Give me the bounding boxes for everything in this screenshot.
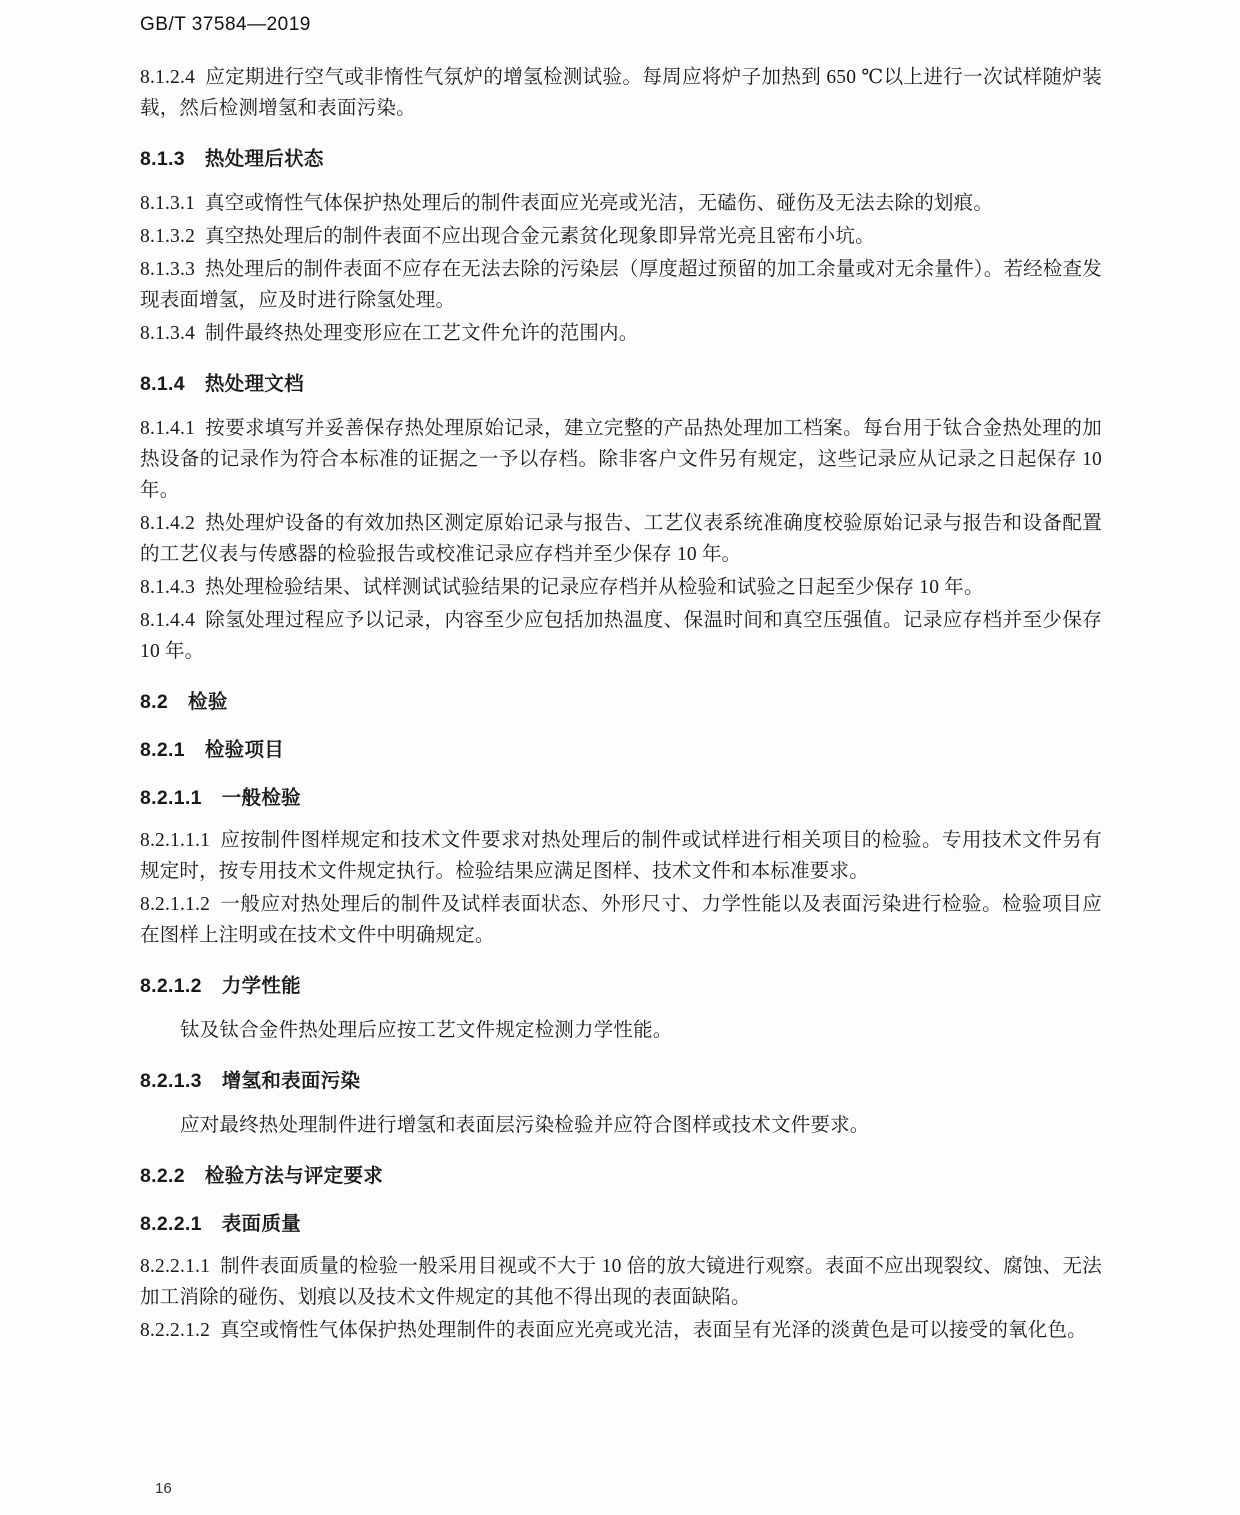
section-heading: [140, 783, 1102, 813]
heading-number: 8.2.1.1: [140, 787, 202, 809]
clause-text: 一般应对热处理后的制件及试样表面状态、外形尺寸、力学性能以及表面污染进行检验。检验项目应在图样上注明或在技术文件中明确规定。: [140, 894, 1102, 946]
clause-number: 8.1.4.1: [140, 418, 196, 439]
clause-number: 8.1.3.4: [140, 323, 196, 344]
section-heading: [140, 735, 1102, 765]
clause-number: 8.1.4.2: [140, 513, 196, 534]
clause-paragraph: [140, 889, 1102, 951]
clause-number: 8.1.4.3: [140, 577, 196, 598]
clause-number: 8.1.2.4: [140, 67, 196, 88]
page-footer: [155, 1480, 172, 1497]
clause-text: 除氢处理过程应予以记录，内容至少应包括加热温度、保温时间和真空压强值。记录应存档并至少保存 10 年。: [140, 610, 1102, 662]
clause-paragraph: [140, 188, 1102, 219]
section-heading: [140, 1161, 1102, 1191]
heading-number: 8.2: [140, 691, 169, 713]
clause-number: 8.1.3.3: [140, 259, 196, 280]
clause-paragraph: [140, 318, 1102, 349]
clause-paragraph: 应对最终热处理制件进行增氢和表面层污染检验并应符合图样或技术文件要求。: [180, 1115, 870, 1136]
heading-number: 8.2.2.1: [140, 1213, 202, 1235]
heading-number: 8.2.1: [140, 739, 185, 761]
section-heading: [140, 144, 1102, 174]
section-heading: [140, 971, 1102, 1001]
heading-text: 力学性能: [221, 975, 301, 997]
heading-text: 表面质量: [221, 1213, 301, 1235]
clause-paragraph: [140, 825, 1102, 887]
clause-paragraph: [140, 605, 1102, 667]
heading-number: 8.2.2: [140, 1165, 185, 1187]
clause-text: 制件最终热处理变形应在工艺文件允许的范围内。: [205, 323, 639, 344]
heading-number: 8.2.1.3: [140, 1070, 202, 1092]
section-heading: [140, 687, 1102, 717]
clause-text: 应定期进行空气或非惰性气氛炉的增氢检测试验。每周应将炉子加热到 650 ℃以上进行一次试样随炉装载，然后检测增氢和表面污染。: [140, 67, 1102, 119]
standard-number: GB/T 37584—2019: [140, 14, 311, 35]
heading-number: 8.1.4: [140, 373, 185, 395]
clause-paragraph: [140, 221, 1102, 252]
clause-paragraph: [140, 572, 1102, 603]
heading-text: 检验: [188, 691, 228, 713]
clause-number: 8.2.1.1.2: [140, 894, 211, 915]
heading-text: 热处理文档: [204, 373, 304, 395]
clause-number: 8.1.3.1: [140, 193, 196, 214]
clause-number: 8.2.1.1.1: [140, 830, 211, 851]
clause-paragraph: [140, 1315, 1102, 1346]
clause-text: 真空热处理后的制件表面不应出现合金元素贫化现象即异常光亮且密布小坑。: [205, 226, 875, 247]
section-heading: [140, 1066, 1102, 1096]
clause-text: 真空或惰性气体保护热处理后的制件表面应光亮或光洁，无磕伤、碰伤及无法去除的划痕。: [205, 193, 994, 214]
clause-number: 8.1.3.2: [140, 226, 196, 247]
heading-text: 检验项目: [204, 739, 285, 761]
heading-text: 检验方法与评定要求: [204, 1165, 384, 1187]
heading-text: 增氢和表面污染: [221, 1070, 361, 1092]
clause-number: 8.2.2.1.2: [140, 1320, 211, 1341]
clause-paragraph: 钛及钛合金件热处理后应按工艺文件规定检测力学性能。: [180, 1020, 673, 1041]
clause-text: 热处理检验结果、试样测试试验结果的记录应存档并从检验和试验之日起至少保存 10 年。: [205, 577, 984, 598]
clause-number: 8.2.2.1.1: [140, 1256, 211, 1277]
clause-paragraph: [140, 1251, 1102, 1313]
section-heading: [140, 369, 1102, 399]
clause-text: 热处理后的制件表面不应存在无法去除的污染层（厚度超过预留的加工余量或对无余量件）。若经检查发现表面增氢，应及时进行除氢处理。: [140, 259, 1102, 311]
clause-paragraph: [140, 62, 1102, 124]
clause-text: 制件表面质量的检验一般采用目视或不大于 10 倍的放大镜进行观察。表面不应出现裂纹、腐蚀、无法加工消除的碰伤、划痕以及技术文件规定的其他不得出现的表面缺陷。: [140, 1256, 1102, 1308]
page-header: [140, 14, 311, 36]
clause-paragraph: [140, 254, 1102, 316]
heading-text: 一般检验: [221, 787, 301, 809]
document-body: [140, 62, 1102, 1348]
clause-text: 按要求填写并妥善保存热处理原始记录，建立完整的产品热处理加工档案。每台用于钛合金热处理的加热设备的记录作为符合本标准的证据之一予以存档。除非客户文件另有规定，这些记录应从记录之日起保存 10 年。: [140, 418, 1102, 501]
clause-text: 应按制件图样规定和技术文件要求对热处理后的制件或试样进行相关项目的检验。专用技术文件另有规定时，按专用技术文件规定执行。检验结果应满足图样、技术文件和本标准要求。: [140, 830, 1102, 882]
clause-paragraph: [140, 508, 1102, 570]
clause-number: 8.1.4.4: [140, 610, 196, 631]
section-heading: [140, 1209, 1102, 1239]
heading-number: 8.1.3: [140, 148, 185, 170]
heading-number: 8.2.1.2: [140, 975, 202, 997]
clause-text: 真空或惰性气体保护热处理制件的表面应光亮或光洁，表面呈有光泽的淡黄色是可以接受的氧化色。: [220, 1320, 1087, 1341]
page-number: 16: [155, 1480, 172, 1497]
heading-text: 热处理后状态: [204, 148, 324, 170]
clause-paragraph: [140, 413, 1102, 506]
clause-text: 热处理炉设备的有效加热区测定原始记录与报告、工艺仪表系统准确度校验原始记录与报告和设备配置的工艺仪表与传感器的检验报告或校准记录应存档并至少保存 10 年。: [140, 513, 1102, 565]
